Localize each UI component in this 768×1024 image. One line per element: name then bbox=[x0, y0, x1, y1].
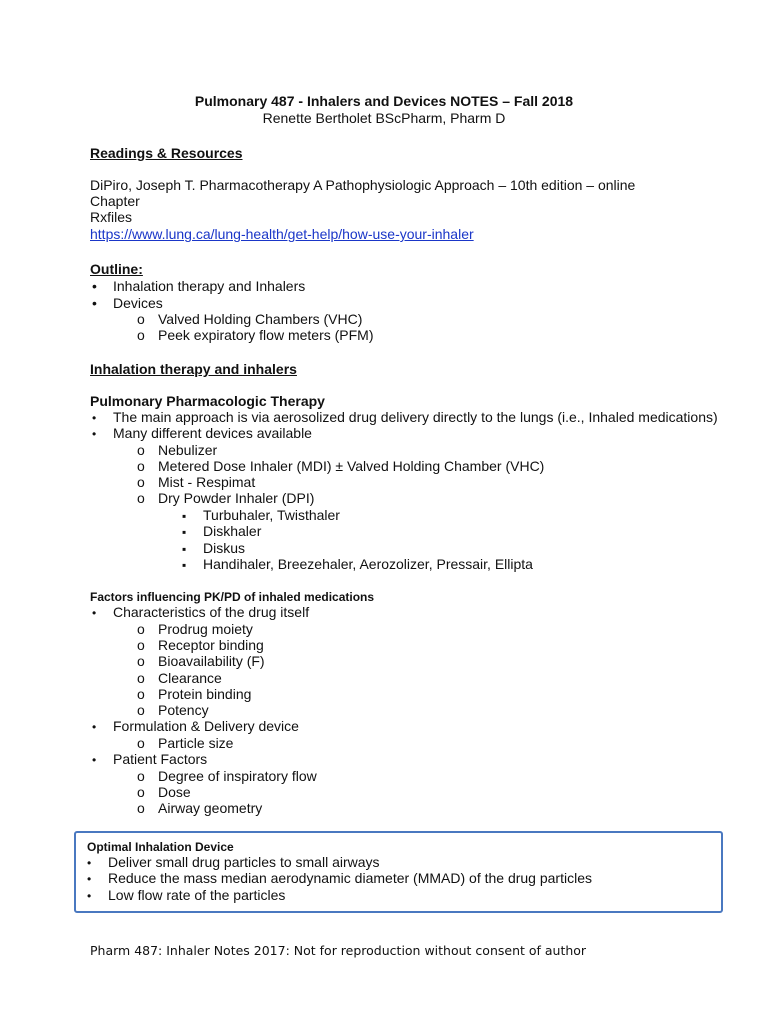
circle-bullet-icon: o bbox=[137, 458, 145, 474]
circle-bullet-icon: o bbox=[137, 768, 145, 784]
circle-bullet-icon: o bbox=[137, 670, 145, 686]
document-page: Pulmonary 487 - Inhalers and Devices NOTES – Fall 2018 Renette Bertholet BScPharm, Pharm D Readings & Resources DiPiro, Joseph T. Pharmacotherapy A Pathophysiologic Approach – 10th edition – online Chapter Rxfiles https://www.lung.ca/lung-health/get-help/how-use-your-inhaler Outline: • Inhalation therapy and Inhalers • Devices o Valved Holding Chambers (VHC) o Peek expiratory flow meters (PFM) Inhalation therapy and inhalers Pulmonary Pharmacologic Therapy • The main approach is via aerosolized drug delivery directly to the lungs (i.e., Inhaled medications) • Many different devices available o Nebulizer o Metered Dose Inhaler (MDI) ± Valved Holding Chamber (VHC) o Mist - Respimat o Dry Powder Inhaler (DPI) ▪ Turbuhaler, Twisthaler ▪ Diskhaler ▪ Diskus ▪ Handihaler, Breezehaler, Aerozolizer, Pressair, Ellipta Factors influencing PK/PD of inhaled medications • Characteristics of the drug itself o Prodrug moiety o Receptor binding o Bioavailability (F) o Clearance o Protein binding o Potency • Formulation & Delivery device o Particle size • Patient Factors o Degree of inspiratory flow o Dose o Airway geometry Optimal Inhalation Device • Deliver small drug particles to small airways • Reduce the mass median aerodynamic diameter (MMAD) of the drug particles • Low flow rate of the particles Pharm 487: Inhaler Notes 2017: Not for reproduction without consent of author bbox=[0, 0, 768, 1024]
circle-bullet-icon: o bbox=[137, 621, 145, 637]
circle-bullet-icon: o bbox=[137, 702, 145, 718]
bullet-icon: • bbox=[87, 889, 92, 903]
therapy-heading: Pulmonary Pharmacologic Therapy bbox=[90, 393, 325, 409]
factors-heading: Factors influencing PK/PD of inhaled medications bbox=[90, 590, 375, 604]
optimal-device-heading: Optimal Inhalation Device bbox=[87, 840, 234, 854]
circle-bullet-icon: o bbox=[137, 474, 145, 490]
bullet-icon: • bbox=[92, 278, 97, 294]
circle-bullet-icon: o bbox=[137, 311, 145, 327]
bullet-icon: • bbox=[87, 872, 92, 886]
readings-heading: Readings & Resources bbox=[90, 145, 243, 161]
circle-bullet-icon: o bbox=[137, 637, 145, 653]
bullet-icon: • bbox=[92, 606, 97, 620]
page-footer: Pharm 487: Inhaler Notes 2017: Not for reproduction without consent of author bbox=[90, 943, 587, 958]
circle-bullet-icon: o bbox=[137, 800, 145, 816]
section-heading: Inhalation therapy and inhalers bbox=[90, 361, 297, 377]
reference-line: Chapter bbox=[90, 193, 140, 209]
reference-line: Rxfiles bbox=[90, 209, 133, 225]
circle-bullet-icon: o bbox=[137, 784, 145, 800]
resource-link[interactable]: https://www.lung.ca/lung-health/get-help/how-use-your-inhaler bbox=[90, 226, 474, 242]
circle-bullet-icon: o bbox=[137, 735, 145, 751]
bullet-icon: • bbox=[92, 295, 97, 311]
document-author: Renette Bertholet BScPharm, Pharm D bbox=[262, 110, 506, 126]
square-bullet-icon: ▪ bbox=[182, 542, 187, 556]
circle-bullet-icon: o bbox=[137, 653, 145, 669]
bullet-icon: • bbox=[87, 856, 92, 870]
circle-bullet-icon: o bbox=[137, 490, 145, 506]
bullet-icon: • bbox=[92, 753, 97, 767]
bullet-icon: • bbox=[92, 411, 97, 425]
circle-bullet-icon: o bbox=[137, 327, 145, 343]
circle-bullet-icon: o bbox=[137, 686, 145, 702]
circle-bullet-icon: o bbox=[137, 442, 145, 458]
outline-heading: Outline: bbox=[90, 261, 143, 277]
bullet-icon: • bbox=[92, 720, 97, 734]
document-title: Pulmonary 487 - Inhalers and Devices NOTES – Fall 2018 bbox=[194, 93, 574, 109]
square-bullet-icon: ▪ bbox=[182, 558, 187, 572]
reference-line: DiPiro, Joseph T. Pharmacotherapy A Pathophysiologic Approach – 10th edition – online bbox=[90, 177, 636, 193]
square-bullet-icon: ▪ bbox=[182, 509, 187, 523]
square-bullet-icon: ▪ bbox=[182, 525, 187, 539]
bullet-icon: • bbox=[92, 427, 97, 441]
